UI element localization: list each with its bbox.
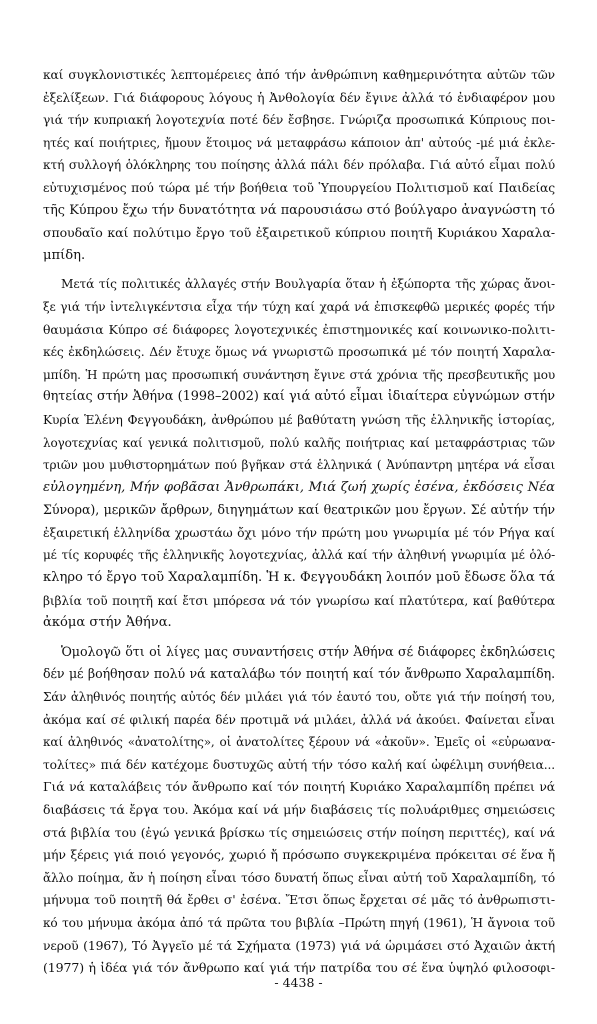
text-line: λογοτεχνίας καί γενικά πολιτισμοῦ, πολύ καλῆς ποιήτριας καί μεταφράστριας τῶν [43,435,555,450]
text-line: τριῶν μου μυθιστορημάτων πού βγῆκαν στά ἑλληνικά ( Ἀνύπαντρη μητέρα νά εἶσαι [43,458,555,473]
text-line: ἐξελίξεων. Γιά διάφορους λόγους ἡ Ἀνθολογία δέν ἔγινε ἀλλά τό ἐνδιαφέρον μου [43,90,555,105]
paragraph-1 [43,64,555,267]
paragraph-2 [43,273,555,635]
text-line: θητείας στήν Ἀθήνα (1998–2002) καί γιά αὐτό εἶμαι ἰδιαίτερα εὐγνώμων στήν [43,389,555,405]
text-line: Μετά τίς πολιτικές ἀλλαγές στήν Βουλγαρία ὅταν ἡ ἐξώπορτα τῆς χώρας ἄνοι- [61,277,555,292]
text-line: κές ἐκδηλώσεις. Δέν ἔτυχε ὅμως νά γνωριστῶ προσωπικά μέ τόν ποιητή Χαραλα- [43,345,555,360]
text-line: (1977) ἡ ἰδέα γιά τόν ἄνθρωπο καί γιά τήν πατρίδα του σέ ἕνα ὑψηλό φιλοσοφι- [43,960,555,976]
text-line: κτή συλλογή ὁλόκληρης του ποίησης ἀλλά πάλι δέν πρόλαβα. Γιά αὐτό εἶμαι πολύ [43,158,555,173]
paragraph-3 [43,641,555,980]
text-line: θαυμάσια Κύπρο σέ διάφορες λογοτεχνικές ἐπιστημονικές καί κοινωνικο-πολιτι- [43,321,555,337]
text-line: μέ τίς κορυφές τῆς ἑλληνικῆς λογοτεχνίας, ἀλλά καί τήν ἀληθινή γνωριμία μέ ὁλό- [43,548,555,563]
body-text [43,64,555,980]
text-line: σπουδαῖο καί πολύτιμο ἔργο τοῦ ἐξαιρετικοῦ κύπριου ποιητῆ Κυριάκου Χαραλα- [43,225,555,241]
text-line: τῆς Κύπρου ἔχω τήν δυνατότητα νά παρουσιάσω στό βούλγαρο ἀναγνώστη τό [43,202,555,218]
text-line: ητές καί ποιήτριες, ἤμουν ἕτοιμος νά μεταφράσω κάποιον ἀπ' αὐτούς -μέ μιά ἐκλε- [43,135,555,150]
text-line: ἐξαιρετική ἑλληνίδα χρωστάω ὄχι μόνο τήν πρώτη μου γνωριμία μέ τόν Ρήγα καί [43,525,555,540]
text-line: διαβάσεις τά ἔργα του. Ἀκόμα καί νά μήν διαβάσεις τίς πολυάριθμες σημειώσεις [43,802,555,817]
text-line: γιά τήν κυπριακή λογοτεχνία ποτέ δέν ἔσβησε. Γνώριζα προσωπικά Κύπριους ποι- [43,113,555,128]
text-line: μήνυμα τοῦ ποιητῆ θά ἔρθει σ' ἐσένα. Ἔτσι ὅπως ἔρχεται σέ μᾶς τό ἀνθρωπιστι- [43,892,555,908]
text-line: ἄλλο ποίημα, ἄν ἡ ποίηση εἶναι τόσο δυνατή ὅπως εἶναι αὐτή τοῦ Χαραλαμπίδη, τό [43,870,555,885]
text-line: Κυρία Ἑλένη Φεγγουδάκη, ἀνθρώπου μέ βαθύτατη γνώση τῆς ἑλληνικῆς ἱστορίας, [43,412,555,427]
text-line: Γιά νά καταλάβεις τόν ἄνθρωπο καί τόν ποιητή Κυριάκο Χαραλαμπίδη πρέπει νά [43,779,555,795]
page-number: - 4438 - [274,975,323,990]
text-line: τολίτες» πιά δέν κατέχομε δυστυχῶς αὐτή τήν τόσο καλή καί ὠφέλιμη συνήθεια... [43,757,555,772]
text-line: ἀκόμα καί σέ φιλική παρέα δέν προτιμᾶ νά μιλάει, ἀλλά νά ἀκούει. Φαίνεται εἶναι [43,712,555,727]
text-line: μπίδη. [43,247,86,263]
text-line: Σύνορα), μερικῶν ἄρθρων, διηγημάτων καί θεατρικῶν μου ἔργων. Σέ αὐτήν τήν [43,502,555,518]
text-line: μήν ξέρεις γιά ποιό γεγονός, χωριό ἤ πρόσωπο συγκεκριμένα πρόκειται σέ ἕνα ἤ [43,847,555,863]
text-line: κληρο τό ἔργο τοῦ Χαραλαμπίδη. Ἡ κ. Φεγγουδάκη λοιπόν μοῦ ἔδωσε ὅλα τά [43,570,556,586]
text-line: κό του μήνυμα ἀκόμα ἀπό τά πρῶτα του βιβλία –Πρώτη πηγή (1961), Ἡ ἄγνοια τοῦ [43,915,555,930]
text-line: μπίδη. Ἡ πρώτη μας προσωπική συνάντηση ἔγινε στά χρόνια τῆς πρεσβευτικῆς μου [43,367,555,382]
text-line: δέν μέ βοήθησαν πολύ νά καταλάβω τόν ποιητή καί τόν ἄνθρωπο Χαραλαμπίδη. [43,666,555,682]
text-line: καί συγκλονιστικές λεπτομέρειες ἀπό τήν ἀνθρώπινη καθημερινότητα αὐτῶν τῶν [43,68,555,82]
text-line: εὐτυχισμένος πού τώρα μέ τήν βοήθεια τοῦ Ὑπουργείου Πολιτισμοῦ καί Παιδείας [43,180,555,195]
text-line: στά βιβλία του (ἐγώ γενικά βρίσκω τίς σημειώσεις στήν ποίηση περιττές), καί νά [43,825,555,840]
text-line: εὐλογημένη, Μήν φοβᾶσαι Ἀνθρωπάκι, Μιά ζωή χωρίς ἐσένα, ἐκδόσεις Νέα [43,479,555,495]
text-line: νεροῦ (1967), Τό Ἀγγεῖο μέ τά Σχήματα (1973) γιά νά ὡριμάσει στό Ἀχαιῶν ἀκτή [43,938,555,953]
text-line: Ὁμολογῶ ὅτι οἱ λίγες μας συναντήσεις στήν Ἀθήνα σέ διάφορες ἐκδηλώσεις [61,643,555,659]
text-line: Σάν ἀληθινός ποιητής αὐτός δέν μιλάει γιά τόν ἑαυτό του, οὔτε γιά τήν ποίησή του, [43,690,555,705]
text-line: καί ἀληθινός «ἀνατολίτης», οἱ ἀνατολίτες ξέρουν νά «ἀκοῦν». Ἐμεῖς οἱ «εὐρωανα- [43,735,555,750]
text-line: ἀκόμα στήν Ἀθήνα. [43,615,172,631]
text-line: ξε γιά τήν ἰντελιγκέντσια εἶχα τήν τύχη καί χαρά νά ἐπισκεφθῶ μερικές φορές τήν [43,299,555,314]
text-line: βιβλία τοῦ ποιητῆ καί ἔτσι μπόρεσα νά τόν γνωρίσω καί πλατύτερα, καί βαθύτερα [43,593,555,608]
